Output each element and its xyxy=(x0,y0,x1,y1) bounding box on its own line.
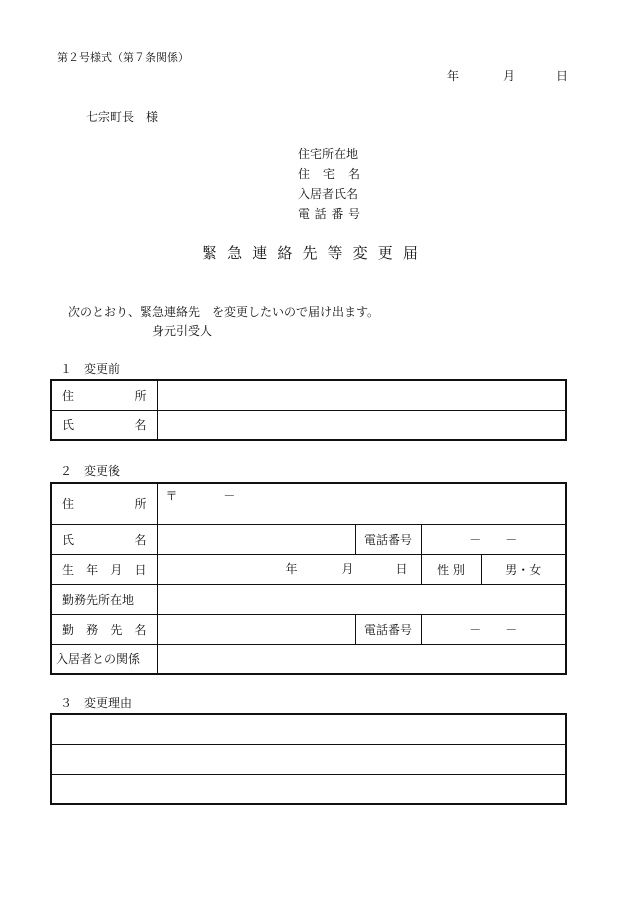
workplace-address-field[interactable] xyxy=(157,584,566,614)
birth-date-label: 生 年 月 日 xyxy=(51,554,157,584)
before-name-label: 氏 名 xyxy=(51,410,157,440)
form-number: 第２号様式（第７条関係） xyxy=(57,51,189,64)
date-day-label: 日 xyxy=(556,69,569,83)
section-1-heading: １ 変更前 xyxy=(60,362,121,376)
addressee: 七宗町長 様 xyxy=(86,110,159,124)
applicant-resident-name-label: 入居者氏名 xyxy=(298,187,359,201)
gender-label: 性 別 xyxy=(421,554,481,584)
before-address-field[interactable] xyxy=(157,380,566,410)
document-title: 緊 急 連 絡 先 等 変 更 届 xyxy=(202,244,418,262)
reason-line[interactable] xyxy=(51,714,566,744)
after-phone-field[interactable]: － － xyxy=(421,524,566,554)
after-phone-label: 電話番号 xyxy=(355,524,421,554)
gender-field[interactable]: 男・女 xyxy=(481,554,566,584)
statement-line-2: 身元引受人 xyxy=(152,324,213,338)
workplace-address-label: 勤務先所在地 xyxy=(51,584,157,614)
workplace-name-field[interactable] xyxy=(157,614,355,644)
before-name-field[interactable] xyxy=(157,410,566,440)
workplace-name-label: 勤 務 先 名 xyxy=(51,614,157,644)
birth-date-field[interactable] xyxy=(157,554,421,584)
applicant-address-label: 住宅所在地 xyxy=(298,147,359,161)
before-change-table xyxy=(50,379,567,441)
date-month-label: 月 xyxy=(503,69,516,83)
postal-dash: － xyxy=(223,489,236,503)
postal-mark: 〒 xyxy=(165,489,178,503)
reason-line[interactable] xyxy=(51,744,566,774)
birth-day-label: 日 xyxy=(395,562,408,576)
relation-field[interactable] xyxy=(157,644,566,674)
relation-label: 入居者との関係 xyxy=(51,644,157,674)
applicant-house-name-label: 住 宅 名 xyxy=(298,167,360,181)
after-address-label: 住 所 xyxy=(51,483,157,524)
after-address-field[interactable] xyxy=(157,483,566,524)
reason-line[interactable] xyxy=(51,774,566,804)
birth-month-label: 月 xyxy=(341,562,354,576)
workplace-phone-label: 電話番号 xyxy=(355,614,421,644)
section-3-heading: ３ 変更理由 xyxy=(60,696,133,710)
after-name-label: 氏 名 xyxy=(51,524,157,554)
workplace-phone-field[interactable]: － － xyxy=(421,614,566,644)
change-reason-box xyxy=(50,713,567,805)
after-name-field[interactable] xyxy=(157,524,355,554)
before-address-label: 住 所 xyxy=(51,380,157,410)
statement-line-1: 次のとおり、緊急連絡先 を変更したいので届け出ます。 xyxy=(68,305,380,319)
section-2-heading: ２ 変更後 xyxy=(60,464,121,478)
birth-year-label: 年 xyxy=(285,562,298,576)
after-change-table xyxy=(50,482,567,675)
date-year-label: 年 xyxy=(447,69,460,83)
applicant-phone-label: 電 話 番 号 xyxy=(298,207,360,221)
